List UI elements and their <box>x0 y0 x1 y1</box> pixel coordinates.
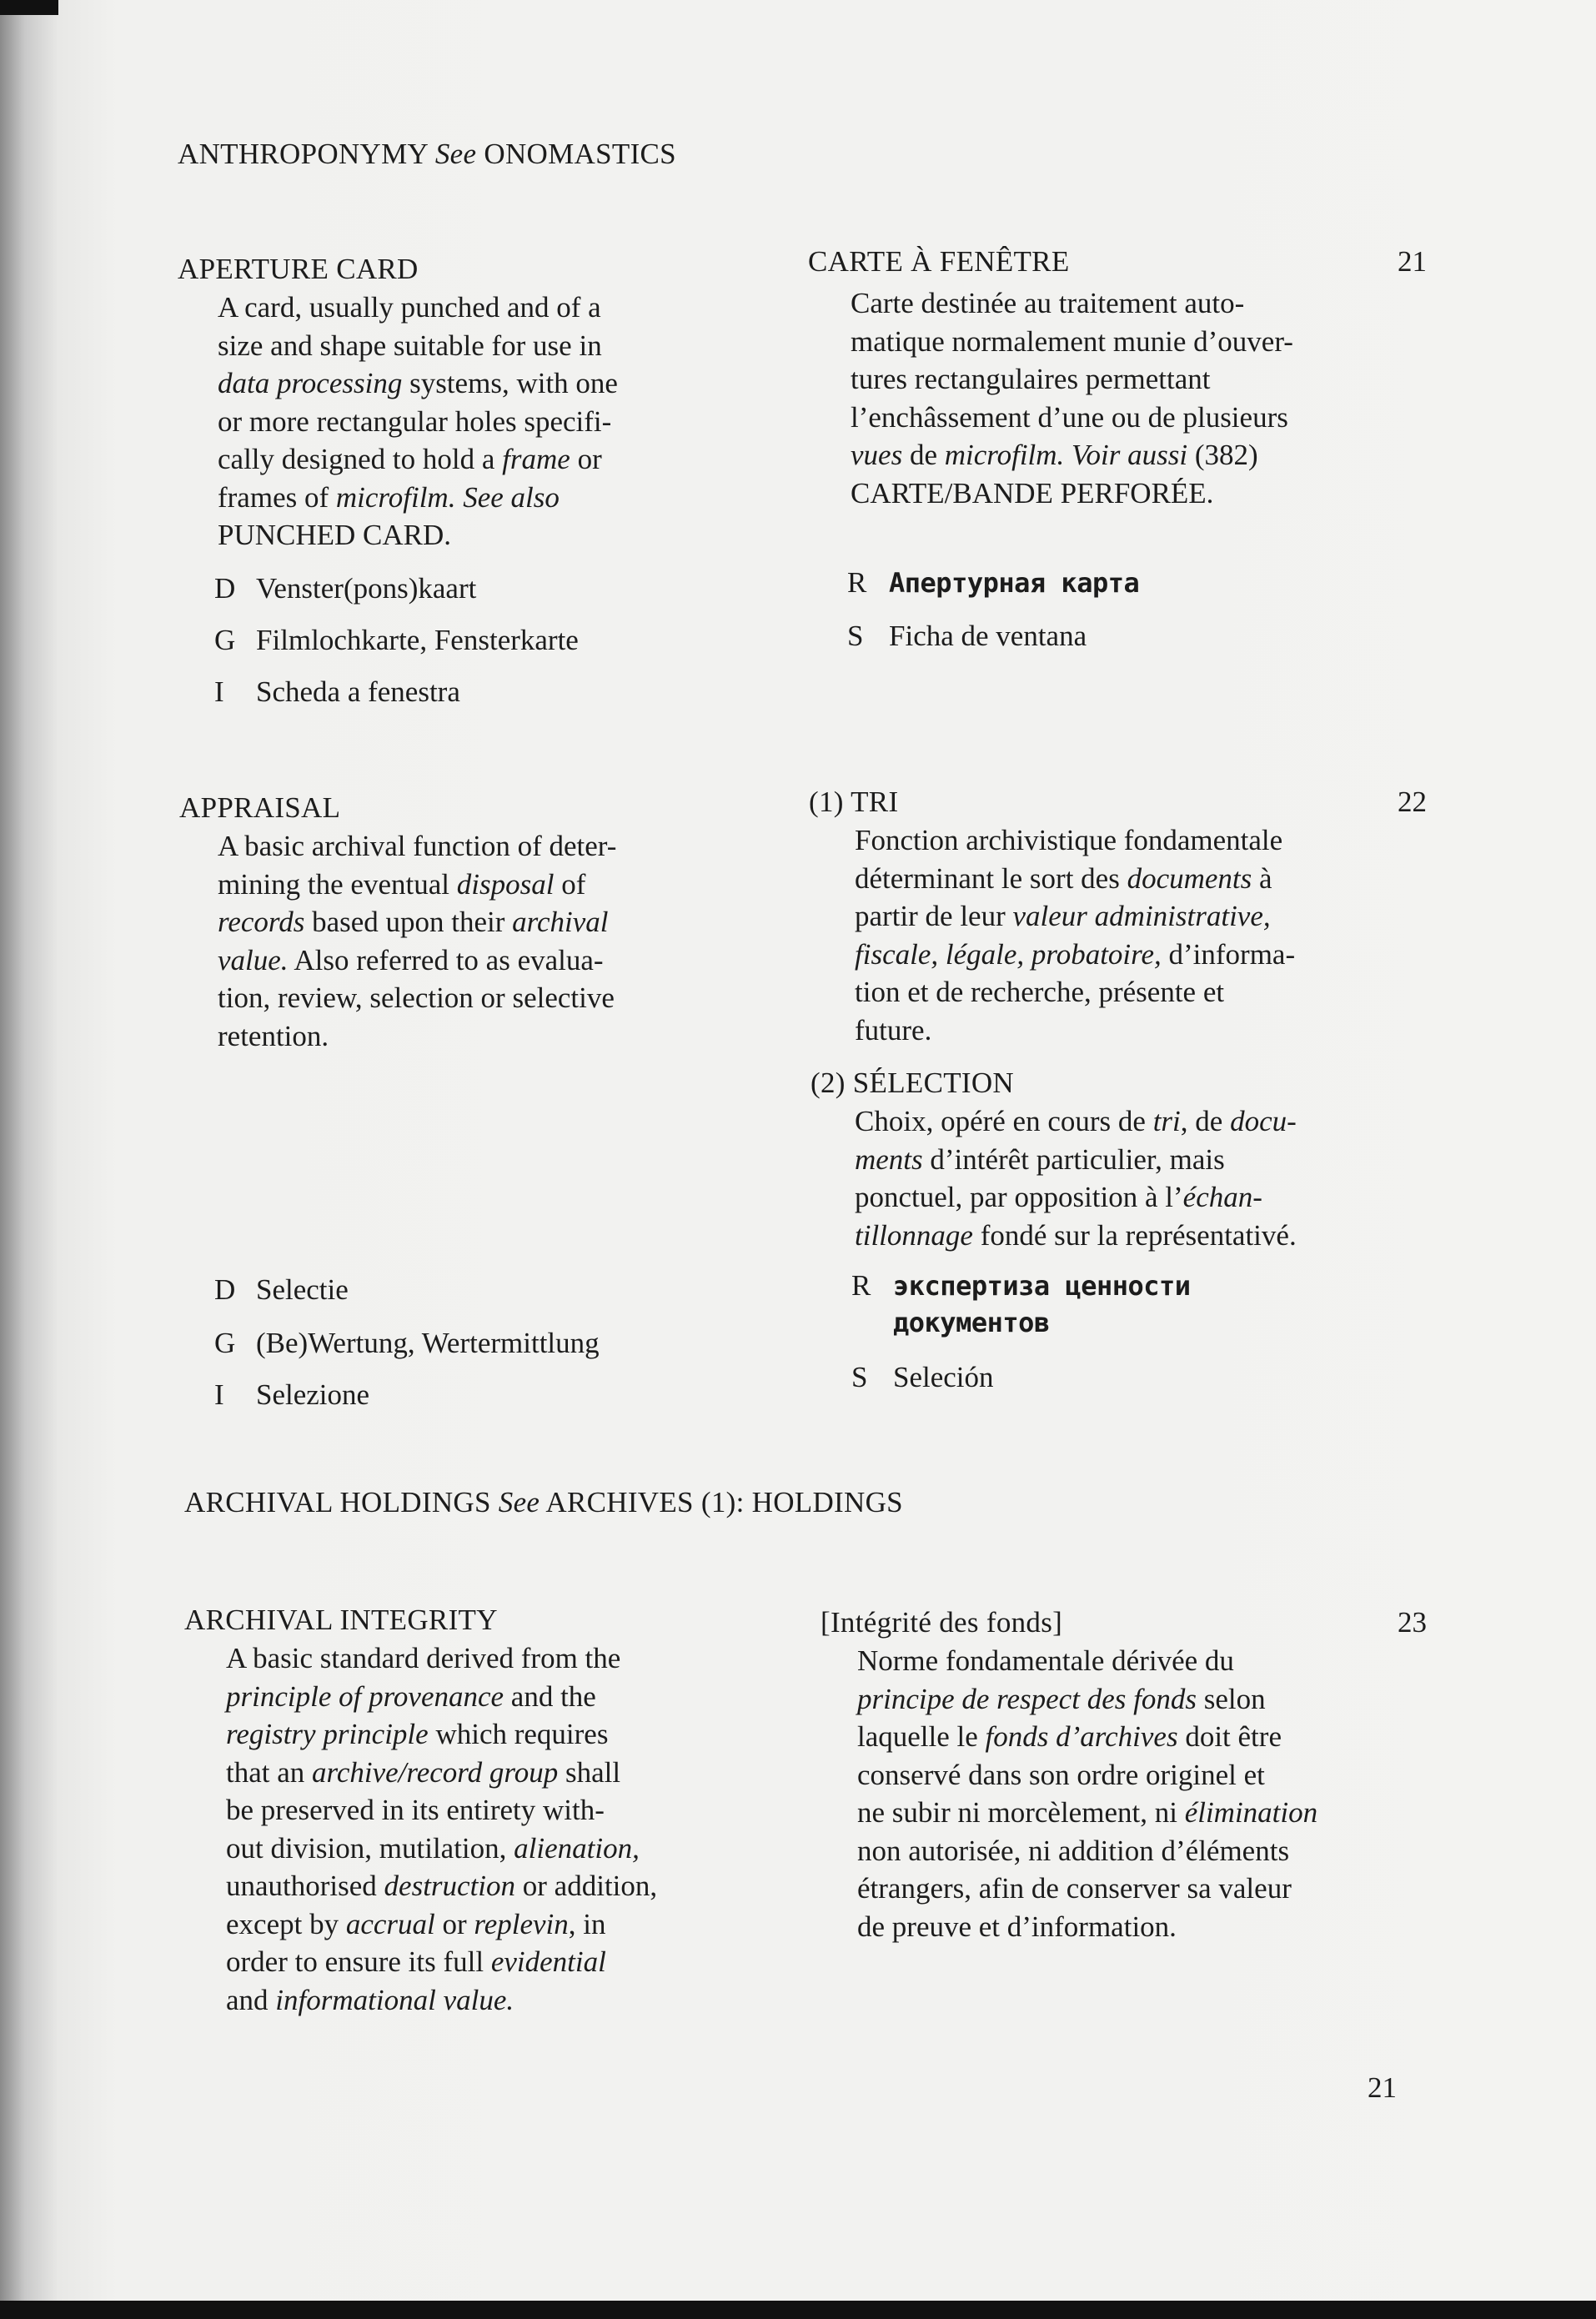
text-segment: , in <box>568 1907 606 1940</box>
text-segment: de <box>902 439 945 471</box>
text-segment: ARCHIVAL HOLDINGS <box>184 1486 499 1518</box>
definition-line <box>218 827 616 866</box>
entry-heading-archival-holdings <box>184 1483 903 1522</box>
entry-definition-archival-integrity <box>226 1639 657 2019</box>
text-segment: order to ensure its full <box>226 1945 491 1978</box>
italic-term: evidential <box>490 1945 606 1978</box>
definition-line <box>855 936 1295 974</box>
text-segment: Fonction archivistique fondamentale <box>855 824 1283 856</box>
italic-term: ments <box>855 1142 923 1176</box>
italic-term: See <box>434 138 477 170</box>
entry-heading-archival-integrity <box>184 1601 498 1639</box>
text-segment: retention. <box>218 1019 329 1052</box>
definition-line <box>851 399 1293 437</box>
text-segment: ANTHROPONYMY <box>178 138 435 170</box>
definition-line <box>218 979 616 1017</box>
definition-line <box>218 403 618 441</box>
italic-term: replevin <box>474 1907 569 1940</box>
text-segment: d’informa- <box>1161 937 1296 971</box>
italic-term: See <box>498 1486 540 1518</box>
italic-term: data processing <box>218 367 403 399</box>
italic-term: principe de respect des fonds <box>857 1682 1197 1715</box>
definition-line <box>851 284 1293 323</box>
text-segment: or <box>570 443 602 475</box>
translation-term: документов <box>893 1307 1050 1338</box>
definition-line <box>851 436 1293 474</box>
definition-line <box>855 821 1295 860</box>
text-segment: of <box>554 867 586 901</box>
text-segment: Choix, opéré en cours de <box>855 1105 1153 1137</box>
text-segment: or addition, <box>515 1870 658 1902</box>
text-segment: ARCHIVES (1): HOLDINGS <box>540 1486 903 1518</box>
definition-line <box>226 1639 657 1678</box>
entry-definition-integrite <box>857 1642 1317 1945</box>
translation-term: Selectie <box>256 1273 349 1306</box>
text-segment: APPRAISAL <box>179 791 341 824</box>
text-segment: selon <box>1196 1682 1266 1715</box>
definition-line <box>226 1943 657 1981</box>
translation-term: экспертиза ценности <box>893 1270 1191 1302</box>
italic-term: valeur administrative, <box>1012 900 1271 932</box>
entry-definition-appraisal <box>218 827 616 1055</box>
italic-term: archive/record group <box>312 1755 559 1789</box>
text-segment: or <box>434 1907 474 1940</box>
definition-line <box>218 327 618 365</box>
definition-line <box>226 1715 657 1754</box>
translation-I <box>214 673 460 711</box>
text-segment: which requires <box>428 1718 609 1750</box>
italic-term: accrual <box>345 1907 435 1940</box>
text-segment: A basic standard derived from the <box>226 1642 621 1674</box>
italic-term: records <box>218 906 305 938</box>
definition-line <box>226 1678 657 1716</box>
italic-term: frame <box>502 443 570 475</box>
italic-term: docu- <box>1230 1105 1297 1137</box>
language-code: R <box>851 1269 871 1302</box>
definition-line <box>855 897 1295 936</box>
text-segment: APERTURE CARD <box>178 253 419 285</box>
entry-definition-tri <box>855 821 1295 1049</box>
language-code: D <box>214 572 236 605</box>
definition-line <box>218 364 618 403</box>
italic-term: fonds d’archives <box>985 1720 1178 1753</box>
text-segment: d’intérêt particulier, mais <box>922 1142 1225 1176</box>
definition-line <box>857 1642 1317 1680</box>
translation-cont <box>851 1303 1050 1343</box>
definition-line <box>855 860 1295 898</box>
text-segment: that an <box>226 1755 313 1789</box>
text-segment: étrangers, afin de conserver sa valeur <box>857 1872 1292 1905</box>
italic-term: principle of provenance <box>226 1679 504 1713</box>
text-segment: Also referred to as evalua- <box>288 943 604 976</box>
text-segment: mining the eventual <box>218 867 457 901</box>
text-segment: Carte destinée au traitement auto- <box>851 287 1245 319</box>
text-segment: Norme fondamentale dérivée du <box>857 1644 1234 1677</box>
language-code: R <box>847 566 867 599</box>
text-segment: A basic archival function of deter- <box>218 830 617 862</box>
italic-term: échan- <box>1182 1181 1262 1213</box>
italic-term: registry principle <box>226 1718 429 1750</box>
entry-definition-selection <box>855 1102 1297 1254</box>
translation-S <box>847 617 1087 655</box>
definition-line <box>857 1908 1317 1946</box>
italic-term: vues <box>851 439 903 471</box>
entry-heading-integrite <box>821 1604 1062 1642</box>
definition-line <box>851 323 1293 361</box>
text-segment: l’enchâssement d’une ou de plusieurs <box>851 400 1288 434</box>
language-code: D <box>214 1273 236 1306</box>
text-segment: [Intégrité des fonds] <box>821 1606 1063 1639</box>
translation-D <box>214 570 476 608</box>
text-segment: frames of <box>218 480 336 514</box>
text-segment: doit être <box>1177 1720 1282 1753</box>
text-segment: and the <box>504 1679 596 1713</box>
translation-term: Selezione <box>256 1378 370 1411</box>
definition-line <box>855 1102 1297 1141</box>
text-segment: shall <box>558 1755 621 1789</box>
definition-line <box>851 360 1293 399</box>
translation-term: Scheda a fenestra <box>256 675 460 708</box>
entry-heading-tri <box>809 783 898 821</box>
entry-number: 22 <box>1398 786 1427 818</box>
text-segment: matique normalement munie d’ouver- <box>851 324 1293 358</box>
text-segment: fondé sur la représentativé. <box>972 1218 1297 1252</box>
translation-D <box>214 1271 349 1309</box>
definition-line <box>857 1756 1317 1794</box>
page-number: 21 <box>1368 2071 1397 2104</box>
text-segment: tion, review, selection or selective <box>218 981 615 1014</box>
text-segment: ARCHIVAL INTEGRITY <box>184 1604 498 1636</box>
text-segment: be preserved in its entirety with- <box>226 1794 605 1826</box>
text-segment: , de <box>1180 1105 1231 1137</box>
text-segment: (2) SÉLECTION <box>811 1067 1014 1099</box>
text-segment: CARTE À FENÊTRE <box>808 245 1070 278</box>
text-segment: A card, usually punched and of a <box>218 291 601 324</box>
italic-term: disposal <box>456 867 555 901</box>
text-segment: CARTE/BANDE PERFORÉE. <box>851 476 1214 509</box>
definition-line <box>855 1011 1295 1050</box>
language-code: S <box>851 1361 868 1393</box>
scan-edge-bottom <box>0 2301 1596 2319</box>
italic-term: alienation, <box>514 1831 640 1865</box>
text-segment: déterminant le sort des <box>855 861 1127 895</box>
definition-line <box>226 1791 657 1830</box>
entry-heading-aperture-card <box>178 250 419 289</box>
italic-term: microfilm. Voir aussi <box>944 439 1188 471</box>
text-segment: partir de leur <box>855 900 1013 932</box>
text-segment: (1) TRI <box>809 786 899 818</box>
definition-line <box>218 1017 616 1056</box>
translation-term: Venster(pons)kaart <box>256 572 477 605</box>
entry-heading-carte-a-fenetre <box>808 243 1070 281</box>
text-segment: ponctuel, par opposition à l’ <box>855 1181 1183 1213</box>
definition-line <box>857 1718 1317 1756</box>
italic-term: tri <box>1152 1105 1181 1137</box>
text-segment: out division, mutilation, <box>226 1831 514 1865</box>
italic-term: tillonnage <box>855 1218 973 1252</box>
translation-term: Seleción <box>893 1361 994 1393</box>
translation-R <box>851 1267 1191 1306</box>
definition-line <box>851 474 1293 513</box>
definition-line <box>218 516 618 555</box>
text-segment: laquelle le <box>857 1720 986 1753</box>
text-segment: and <box>226 1983 276 2016</box>
text-segment: tion et de recherche, présente et <box>855 976 1225 1008</box>
text-segment: tures rectangulaires permettant <box>851 363 1211 395</box>
definition-line <box>218 440 618 479</box>
entry-heading-selection <box>811 1064 1014 1102</box>
definition-line <box>226 1867 657 1905</box>
text-segment: ne subir ni morcèlement, ni <box>857 1796 1185 1829</box>
italic-term: value. <box>218 943 289 976</box>
language-code: G <box>214 1327 236 1359</box>
definition-line <box>855 1178 1297 1217</box>
definition-line <box>218 479 618 517</box>
text-segment: conservé dans son ordre originel et <box>857 1758 1265 1791</box>
italic-term: fiscale, légale, probatoire, <box>855 937 1162 971</box>
text-segment: PUNCHED CARD. <box>218 519 452 551</box>
language-code: S <box>847 620 864 652</box>
entry-definition-aperture-card <box>218 289 618 555</box>
italic-term: microfilm. See also <box>335 480 560 514</box>
definition-line <box>857 1870 1317 1908</box>
translation-R <box>847 564 1139 603</box>
text-segment: ONOMASTICS <box>476 138 676 170</box>
text-segment: de preuve et d’information. <box>857 1910 1177 1943</box>
language-code: I <box>214 1378 224 1411</box>
definition-line <box>855 1141 1297 1179</box>
text-segment: based upon their <box>304 906 513 938</box>
language-code: I <box>214 675 224 708</box>
definition-line <box>226 1981 657 2020</box>
definition-line <box>857 1794 1317 1832</box>
translation-I <box>214 1376 369 1414</box>
entry-number: 23 <box>1398 1606 1427 1639</box>
italic-term: archival <box>512 906 609 938</box>
definition-line <box>855 973 1295 1011</box>
definition-line <box>218 289 618 327</box>
text-segment: or more rectangular holes specifi- <box>218 404 612 438</box>
language-code: G <box>214 624 236 656</box>
entry-number: 21 <box>1398 245 1427 278</box>
text-segment: size and shape suitable for use in <box>218 329 602 362</box>
entry-definition-carte-a-fenetre <box>851 284 1293 512</box>
translation-G <box>214 1324 600 1363</box>
text-segment: except by <box>226 1907 346 1940</box>
text-segment: cally designed to hold a <box>218 443 503 475</box>
entry-heading-appraisal <box>179 789 340 827</box>
definition-line <box>855 1217 1297 1255</box>
text-segment: systems, with one <box>402 367 618 399</box>
definition-line <box>218 941 616 980</box>
translation-term: Апертурная карта <box>889 567 1140 599</box>
translation-G <box>214 621 579 660</box>
italic-term: documents <box>1127 861 1252 895</box>
translation-term: Filmlochkarte, Fensterkarte <box>256 624 579 656</box>
definition-line <box>218 903 616 941</box>
text-segment: future. <box>855 1013 932 1047</box>
definition-line <box>226 1830 657 1868</box>
translation-S <box>851 1358 994 1397</box>
text-segment: (382) <box>1187 439 1258 471</box>
italic-term: informational value. <box>275 1983 514 2016</box>
italic-term: élimination <box>1184 1796 1318 1829</box>
text-segment: unauthorised <box>226 1870 384 1902</box>
definition-line <box>857 1832 1317 1870</box>
scan-edge-corner <box>0 0 58 15</box>
definition-line <box>226 1905 657 1944</box>
text-segment: à <box>1252 861 1272 895</box>
definition-line <box>218 866 616 904</box>
definition-line <box>226 1754 657 1792</box>
entry-heading-anthroponymy <box>178 135 676 173</box>
translation-term: Ficha de ventana <box>889 620 1087 652</box>
italic-term: destruction <box>384 1870 516 1902</box>
definition-line <box>857 1680 1317 1719</box>
translation-term: (Be)Wertung, Wertermittlung <box>256 1327 600 1359</box>
text-segment: non autorisée, ni addition d’éléments <box>857 1834 1290 1867</box>
